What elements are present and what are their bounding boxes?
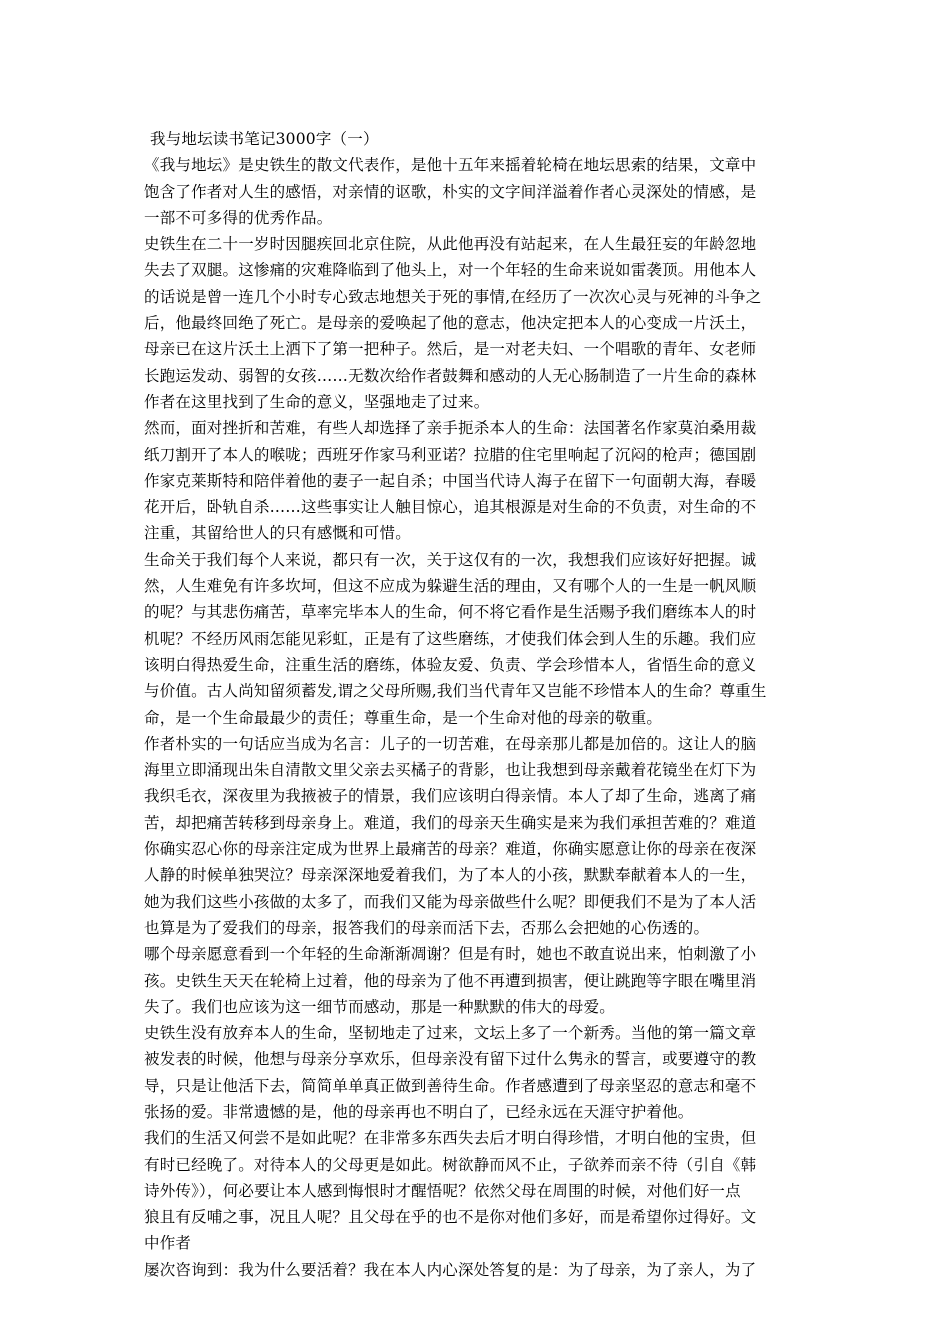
text-line: 你确实忍心你的母亲注定成为世界上最痛苦的母亲？难道，你确实愿意让你的母亲在夜深 [144,840,757,859]
text-line: 母亲已在这片沃土上洒下了第一把种子。然后，是一对老夫妇、一个唱歌的青年、女老师 [144,340,757,359]
text-line: 人静的时候单独哭泣？母亲深深地爱着我们，为了本人的小孩，默默奉献着本人的一生， [144,866,757,885]
text-line: 纸刀割开了本人的喉咙；西班牙作家马利亚诺？拉腊的住宅里响起了沉闷的枪声；德国剧 [144,445,757,464]
paragraph [144,231,812,415]
text-line: 失去了双腿。这惨痛的灾难降临到了他头上，对一个年轻的生命来说如雷袭顶。用他本人 [144,261,757,280]
text-line: 史铁生没有放弃本人的生命，坚韧地走了过来，文坛上多了一个新秀。当他的第一篇文章 [144,1024,757,1043]
text-line: 的话说是曾一连几个小时专心致志地想关于死的事情,在经历了一次次心灵与死神的斗争之 [144,287,762,306]
paragraph [144,1125,812,1283]
text-line: 花开后，卧轨自杀……这些事实让人触目惊心，追其根源是对生命的不负责，对生命的不 [144,498,757,517]
text-line: 她为我们这些小孩做的太多了，而我们又能为母亲做些什么呢？即便我们不是为了本人活 [144,892,757,911]
text-line: 该明白得热爱生命，注重生活的磨练，体验友爱、负责、学会珍惜本人，省悟生命的意义 [144,655,757,674]
paragraph [144,1020,812,1125]
text-line: 一部不可多得的优秀作品。 [144,208,333,227]
text-line: 作者朴实的一句话应当成为名言：儿子的一切苦难，在母亲那儿都是加倍的。这让人的脑 [144,734,757,753]
text-line: 注重，其留给世人的只有感慨和可惜。 [144,524,411,543]
text-line: 史铁生在二十一岁时因腿疾回北京住院，从此他再没有站起来，在人生最狂妄的年龄忽地 [144,235,757,254]
text-line: 《我与地坛》是史铁生的散文代表作，是他十五年来摇着轮椅在地坛思索的结果，文章中 [144,156,757,175]
paragraph [144,152,812,231]
document-title: 我与地坛读书笔记3000字（一） [150,130,379,148]
text-line: 命，是一个生命最最少的责任；尊重生命，是一个生命对他的母亲的敬重。 [144,708,663,727]
text-line: 张扬的爱。非常遗憾的是，他的母亲再也不明白了，已经永远在天涯守护着他。 [144,1102,694,1121]
text-line: 狼且有反哺之事，况且人呢？且父母在乎的也不是你对他们多好，而是希望你过得好。文 [144,1208,757,1227]
text-line: 与价值。古人尚知留须蓄发,谓之父母所赐,我们当代青年又岂能不珍惜本人的生命？尊重生 [144,682,767,701]
document-body [144,126,812,1283]
text-line: 然而，面对挫折和苦难，有些人却选择了亲手扼杀本人的生命：法国著名作家莫泊桑用裁 [144,419,757,438]
text-line: 作家克莱斯特和陪伴着他的妻子一起自杀；中国当代诗人海子在留下一句面朝大海，春暖 [144,471,757,490]
text-line: 苦，却把痛苦转移到母亲身上。难道，我们的母亲天生确实是来为我们承担苦难的？难道 [144,813,757,832]
text-line: 失了。我们也应该为这一细节而感动，那是一种默默的伟大的母爱。 [144,997,616,1016]
text-line: 生命关于我们每个人来说，都只有一次，关于这仅有的一次，我想我们应该好好把握。诚 [144,550,757,569]
text-line: 哪个母亲愿意看到一个年轻的生命渐渐凋谢？但是有时，她也不敢直说出来，怕刺激了小 [144,945,757,964]
text-line: 诗外传》），何必要让本人感到悔恨时才醒悟呢？依然父母在周围的时候，对他们好一点 [144,1181,741,1200]
text-line: 机呢？不经历风雨怎能见彩虹，正是有了这些磨练，才使我们体会到人生的乐趣。我们应 [144,629,757,648]
text-line: 被发表的时候，他想与母亲分享欢乐，但母亲没有留下过什么隽永的誓言，或要遵守的教 [144,1050,757,1069]
text-line: 孩。史铁生天天在轮椅上过着，他的母亲为了他不再遭到损害，便让跳跑等字眼在嘴里消 [144,971,757,990]
paragraph [144,547,812,731]
text-line: 饱含了作者对人生的感悟，对亲情的讴歌，朴实的文字间洋溢着作者心灵深处的情感，是 [144,182,757,201]
paragraph-container [144,152,812,1283]
paragraph [144,415,812,546]
text-line: 海里立即涌现出朱自清散文里父亲去买橘子的背影，也让我想到母亲戴着花镜坐在灯下为 [144,761,757,780]
text-line: 我织毛衣，深夜里为我掖被子的情景，我们应该明白得亲情。本人了却了生命，逃离了痛 [144,787,757,806]
text-line: 后，他最终回绝了死亡。是母亲的爱唤起了他的意志，他决定把本人的心变成一片沃土， [144,314,757,333]
text-line: 屡次咨询到：我为什么要活着？我在本人内心深处答复的是：为了母亲，为了亲人，为了 [144,1260,757,1279]
paragraph [144,941,812,1020]
text-line: 我们的生活又何尝不是如此呢？在非常多东西失去后才明白得珍惜，才明白他的宝贵，但 [144,1129,757,1148]
text-line: 也算是为了爱我们的母亲，报答我们的母亲而活下去，否那么会把她的心伤透的。 [144,918,710,937]
text-line: 作者在这里找到了生命的意义，坚强地走了过来。 [144,392,490,411]
text-line: 导，只是让他活下去，简简单单真正做到善待生命。作者感遭到了母亲坚忍的意志和毫不 [144,1076,757,1095]
paragraph [144,731,812,941]
text-line: 长跑运发动、弱智的女孩……无数次给作者鼓舞和感动的人无心肠制造了一片生命的森林 [144,366,757,385]
text-line: 中作者 [144,1234,192,1253]
text-line: 有时已经晚了。对待本人的父母更是如此。树欲静而风不止，子欲养而亲不待（引自《韩 [144,1155,757,1174]
text-line: 然，人生难免有许多坎坷，但这不应成为躲避生活的理由，又有哪个人的一生是一帆风顺 [144,577,757,596]
text-line: 的呢？与其悲伤痛苦，草率完毕本人的生命，何不将它看作是生活赐予我们磨练本人的时 [144,603,757,622]
